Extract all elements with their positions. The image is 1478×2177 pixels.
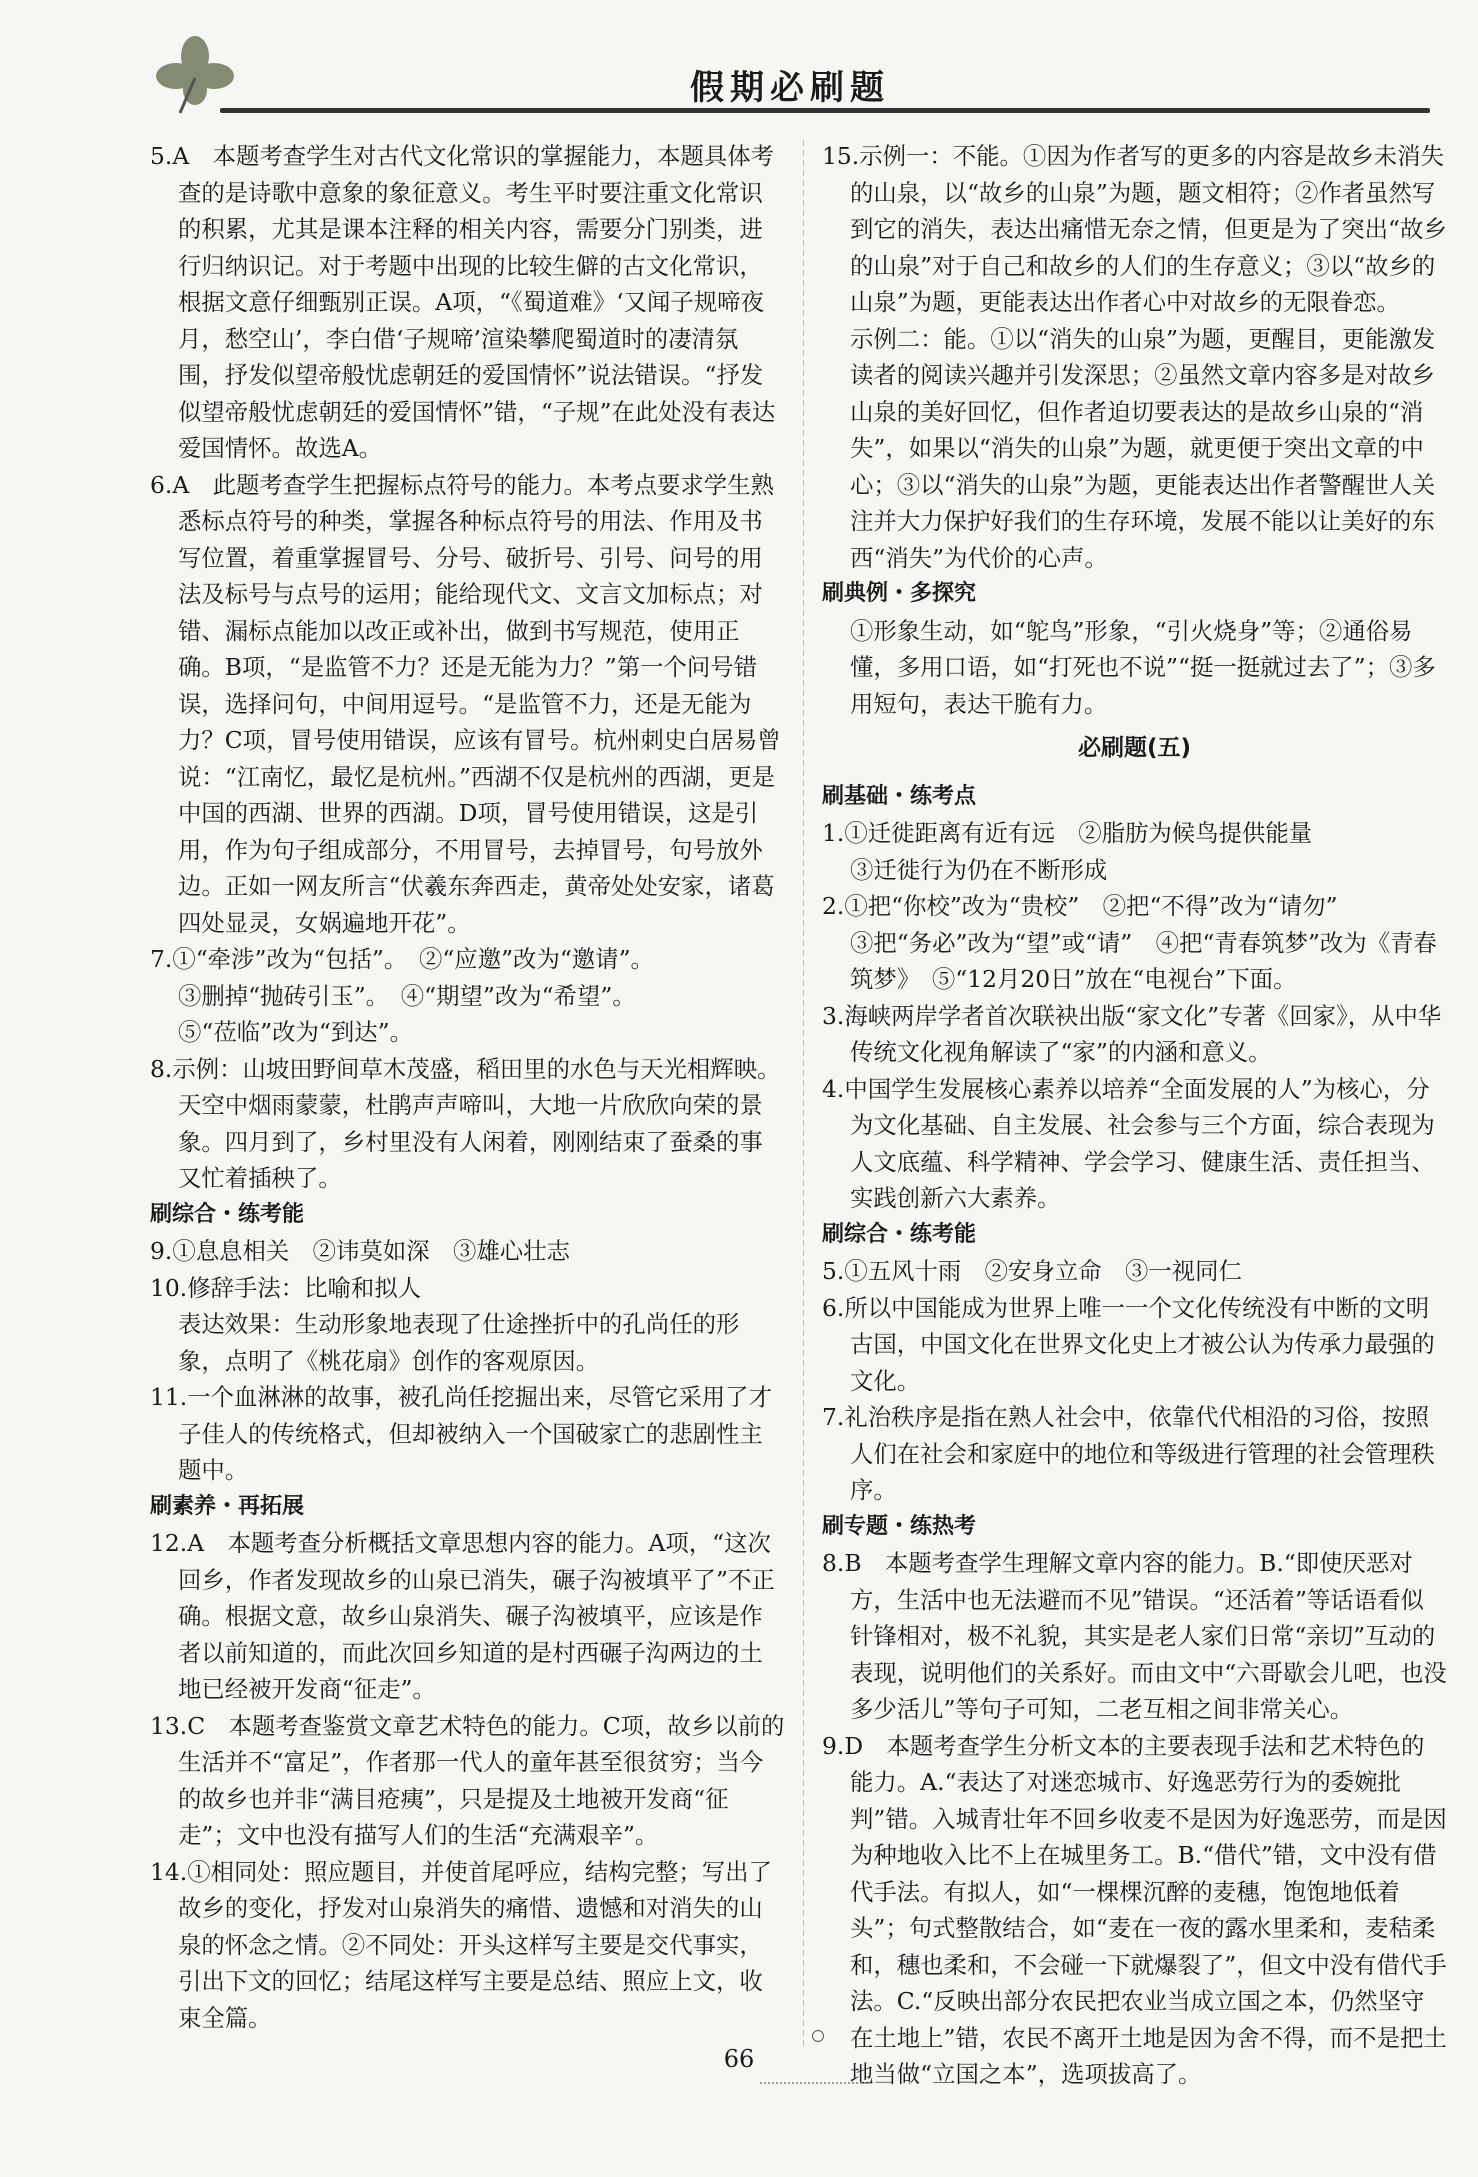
header-rule (220, 108, 1430, 113)
answer-7-line1: 7.①“牵涉”改为“包括”。 ②“应邀”改为“邀请”。 (150, 945, 654, 973)
section-heading-examples: 刷典例・多探究 (822, 581, 977, 606)
page-header (150, 20, 1430, 120)
answer-r7: 7.礼治秩序是指在熟人社会中，依靠代代相沿的习俗，按照人们在社会和家庭中的地位和等级进行管理的社会管理秩序。 (822, 1403, 1435, 1504)
answer-r3: 3.海峡两岸学者首次联袂出版“家文化”专著《回家》，从中华传统文化视角解读了“家”的内涵和意义。 (822, 1001, 1442, 1066)
answer-r5: 5.①五风十雨 ②安身立命 ③一视同仁 (822, 1257, 1242, 1285)
answer-6: 6.A 此题考查学生把握标点符号的能力。本考点要求学生熟悉标点符号的种类，掌握各种标点符号的用法、作用及书写位置，着重掌握冒号、分号、破折号、引号、问号的用法及标号与点号的运用；能给现代文、文言文加标点；对错、漏标点能加以改正或补出，做到书写规范，使用正确。B项，“是监管不力？还是无能为力？”第一个问号错误，选择问句，中间用逗号。“是监管不力，还是无能为力？C项，冒号使用错误，应该有冒号。杭州刺史白居易曾说：“江南忆，最忆是杭州。”西湖不仅是杭州的西湖，更是中国的西湖、世界的西湖。D项，冒号使用错误，这是引用，作为句子组成部分，不用冒号，去掉冒号，句号放外边。正如一网友所言“伏羲东奔西走，黄帝处处安家，诸葛四处显灵，女娲遍地开花”。 (150, 470, 781, 937)
answer-r4: 4.中国学生发展核心素养以培养“全面发展的人”为核心，分为文化基础、自主发展、社会参与三个方面，综合表现为人文底蕴、科学精神、学会学习、健康生活、责任担当、实践创新六大素养。 (822, 1074, 1435, 1212)
answer-13: 13.C 本题考查鉴赏文章艺术特色的能力。C项，故乡以前的生活并不“富足”，作者那一代人的童年甚至很贫穷；当今的故乡也并非“满目疮痍”，只是提及土地被开发商“征走”；文中也没有描写人们的生活“充满艰辛”。 (150, 1711, 785, 1849)
section-heading-literacy: 刷素养・再拓展 (150, 1493, 305, 1519)
answer-10a: 10.修辞手法：比喻和拟人 (150, 1273, 422, 1302)
answer-r2a: 2.①把“你校”改为“贵校” ②把“不得”改为“请勿” (822, 892, 1338, 920)
answer-r1b: ③迁徙行为仍在不断形成 (850, 855, 1108, 884)
page-number-dots (760, 2082, 870, 2085)
section-heading-comprehensive: 刷综合・练考能 (150, 1201, 305, 1227)
page-number: 66 (723, 2045, 755, 2073)
answer-9: 9.①息息相关 ②讳莫如深 ③雄心壮志 (150, 1237, 570, 1265)
answer-7-line3: ⑤“莅临”改为“到达”。 (178, 1018, 413, 1046)
section-heading-basics: 刷基础・练考点 (822, 783, 977, 809)
answer-r9: 9.D 本题考查学生分析文本的主要表现手法和艺术特色的能力。A.“表达了对迷恋城市、好逸恶劳行为的委婉批判”错。入城青壮年不回乡收麦不是因为好逸恶劳，而是因为种地收入比不上在城里务工。B.“借代”错，文中没有借代手法。有拟人，如“一棵棵沉醉的麦穗，饱饱地低着头”；句式整散结合，如“麦在一夜的露水里柔和，麦秸柔和，穗也柔和，不会碰一下就爆裂了”，但文中没有借代手法。C.“反映出部分农民把农业当成立国之本，仍然坚守在土地上”错，农民不离开土地是因为舍不得，而不是把土地当做“立国之本”，选项拔高了。 (822, 1731, 1447, 2088)
answer-7-line2: ③删掉“抛砖引玉”。 ④“期望”改为“希望”。 (178, 981, 636, 1010)
exercise-title-5: 必刷题(五) (1077, 735, 1192, 761)
column-divider (803, 140, 804, 2050)
right-column (822, 138, 1447, 2093)
page-title: 假期必刷题 (690, 68, 890, 108)
answer-5: 5.A 本题考查学生对古代文化常识的掌握能力，本题具体考查的是诗歌中意象的象征意义。考生平时要注重文化常识的积累，尤其是课本注释的相关内容，需要分门别类，进行归纳识记。对于考题中出现的比较生僻的古文化常识，根据文意仔细甄别正误。A项，“《蜀道难》‘又闻子规啼夜月，愁空山’，李白借‘子规啼’渲染攀爬蜀道时的凄清氛围，抒发似望帝般忧虑朝廷的爱国情怀”说法错误。“抒发似望帝般忧虑朝廷的爱国情怀”错，“子规”在此处没有表达爱国情怀。故选A。 (150, 142, 776, 462)
answer-r8: 8.B 本题考查学生理解文章内容的能力。B.“即使厌恶对方，生活中也无法避而不见”错误。“还活着”等话语看似针锋相对，极不礼貌，其实是老人家们日常“亲切”互动的表现，说明他们的关系好。而由文中“六哥歇会儿吧，也没多少活儿”等句子可知，二老互相之间非常关心。 (822, 1549, 1447, 1723)
answer-11: 11.一个血淋淋的故事，被孔尚任挖掘出来，尽管它采用了才子佳人的传统格式，但却被纳入一个国破家亡的悲剧性主题中。 (150, 1383, 772, 1484)
section-heading-topics: 刷专题・练热考 (822, 1513, 977, 1539)
page-number-ornament (812, 2030, 824, 2042)
answer-8: 8.示例：山坡田野间草木茂盛，稻田里的水色与天光相辉映。天空中烟雨蒙蒙，杜鹃声声啼叫，大地一片欣欣向荣的景象。四月到了，乡村里没有人闲着，刚刚结束了蚕桑的事又忙着插秧了。 (150, 1054, 781, 1192)
answer-r6: 6.所以中国能成为世界上唯一一个文化传统没有中断的文明古国，中国文化在世界文化史上才被公认为传承力最强的文化。 (822, 1293, 1435, 1395)
answer-15b: 示例二：能。①以“消失的山泉”为题，更醒目，更能激发读者的阅读兴趣并引发深思；②虽然文章内容多是对故乡山泉的美好回忆，但作者迫切要表达的是故乡山泉的“消失”，如果以“消失的山泉”为题，就更便于突出文章的中心；③以“消失的山泉”为题，更能表达出作者警醒世人关注并大力保护好我们的生存环境，发展不能以让美好的东西“消失”为代价的心声。 (850, 324, 1436, 572)
answer-15a: 15.示例一：不能。①因为作者写的更多的内容是故乡未消失的山泉，以“故乡的山泉”为题，题文相符；②作者虽然写到它的消失，表达出痛惜无奈之情，但更是为了突出“故乡的山泉”对于自己和故乡的人们的生存意义；③以“故乡的山泉”为题，更能表达出作者心中对故乡的无限眷恋。 (822, 142, 1447, 316)
left-column (150, 138, 785, 2036)
answer-r2b: ③把“务必”改为“望”或“请” ④把“青春筑梦”改为《青春筑梦》 ⑤“12月20日”放在“电视台”下面。 (850, 928, 1437, 993)
answer-r1a: 1.①迁徙距离有近有远 ②脂肪为候鸟提供能量 (822, 819, 1313, 847)
answer-10b: 表达效果：生动形象地表现了仕途挫折中的孔尚任的形象，点明了《桃花扇》创作的客观原因。 (178, 1310, 740, 1375)
examples-answer: ①形象生动，如“鸵鸟”形象，“引火烧身”等；②通俗易懂，多用口语，如“打死也不说”“挺一挺就过去了”；③多用短句，表达干脆有力。 (850, 616, 1436, 718)
section-heading-comprehensive-2: 刷综合・练考能 (822, 1221, 977, 1247)
answer-14: 14.①相同处：照应题目，并使首尾呼应，结构完整；写出了故乡的变化，抒发对山泉消失的痛惜、遗憾和对消失的山泉的怀念之情。②不同处：开头这样写主要是交代事实，引出下文的回忆；结尾这样写主要是总结、照应上文，收束全篇。 (150, 1857, 772, 2032)
answer-12: 12.A 本题考查分析概括文章思想内容的能力。A项，“这次回乡，作者发现故乡的山泉已消失，碾子沟被填平了”不正确。根据文意，故乡山泉消失、碾子沟被填平，应该是作者以前知道的，而此次回乡知道的是村西碾子沟两边的土地已经被开发商“征走”。 (150, 1529, 775, 1703)
